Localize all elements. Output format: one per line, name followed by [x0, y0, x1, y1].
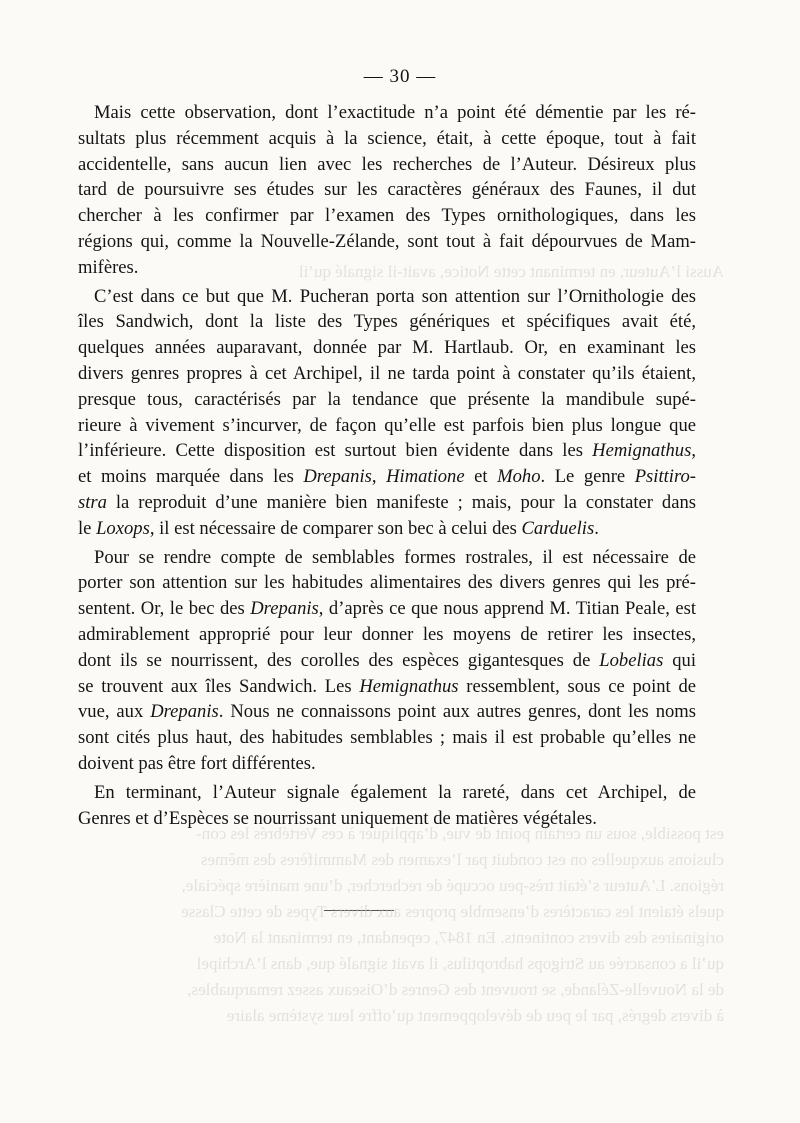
text-segment: ressemblent, sous ce point de — [458, 675, 697, 697]
text-segment: qui — [663, 649, 696, 671]
text-segment: vue, aux — [78, 701, 151, 723]
text-segment: , d’après ce que nous apprend M. Titian Peale, est — [318, 598, 696, 620]
bleed-through-line: est possible, sous un certain point de vue, d’appliquer à ces Vertébrés les con- — [196, 824, 724, 843]
bleed-through-line: régions. L’Auteur s’était très-peu occupé de rechercher, d’une manière spéciale, — [181, 876, 724, 895]
text-segment: l’inférieure. Cette disposition est surtout bien évidente dans les — [78, 440, 593, 462]
bleed-through-line: originaires des divers continents. En 1847, cependant, en terminant la Note — [213, 928, 724, 947]
bleed-through-line: Aussi l’Auteur, en terminant cette Notice, avait-il signalé qu’il — [298, 262, 724, 281]
text-segment: sultats plus récemment acquis à la science, était, à cette époque, tout à fait — [78, 127, 696, 149]
italic-term: Hemignathus — [359, 675, 459, 697]
italic-term: Carduelis — [521, 517, 595, 539]
text-segment: sentent. Or, le bec des — [78, 598, 251, 620]
italic-term: Drepanis — [250, 598, 319, 620]
text-line — [78, 622, 696, 648]
text-line — [78, 725, 696, 751]
text-segment: Pour se rendre compte de semblables formes rostrales, il est nécessaire de — [94, 546, 696, 568]
text-line — [78, 203, 696, 229]
text-line — [78, 438, 696, 464]
bleed-through-line: qu’il a consacrée au Strigops habroptilus, il avait signalé que, dans l’Archipel — [196, 954, 724, 973]
body-text — [78, 100, 696, 834]
text-segment: îles Sandwich, dont la liste des Types génériques et spécifiques avait été, — [78, 311, 696, 333]
bleed-through-line: à divers degrés, par le peu de développement qu’offre leur système alaire — [226, 1006, 724, 1025]
text-line — [78, 699, 696, 725]
bleed-through-line: clusions auxquelles on est conduit par l’examen des Mammifères des mêmes — [200, 850, 724, 869]
text-segment: accidentelle, sans aucun lien avec les recherches de l’Auteur. Désireux plus — [78, 153, 696, 175]
text-line — [78, 413, 696, 439]
text-segment: le — [78, 517, 97, 539]
text-line — [78, 335, 696, 361]
text-line — [78, 177, 696, 203]
text-line — [78, 545, 696, 571]
text-segment: Genres et d’Espèces se nourrissant uniquement de matières végétales. — [78, 807, 597, 829]
text-line — [78, 284, 696, 310]
bleed-through-line: quels étaient les caractères d’ensemble propres aux divers Types de cette Classe — [181, 902, 724, 921]
text-line — [78, 780, 696, 806]
text-segment: . Le genre — [540, 466, 635, 488]
text-segment: chercher à les confirmer par l’examen des Types ornithologiques, dans les — [78, 205, 696, 227]
text-segment: , — [371, 466, 387, 488]
text-segment: . — [594, 517, 599, 539]
text-segment: rieure à vivement s’incurver, de façon qu’elle est parfois bien plus longue que — [78, 414, 696, 436]
paragraph — [78, 284, 696, 542]
italic-term: Lobelias — [599, 649, 664, 671]
italic-term: Drepanis — [303, 466, 372, 488]
text-line — [78, 309, 696, 335]
italic-term: Moho — [497, 466, 541, 488]
italic-term: stra — [78, 491, 107, 513]
text-line — [78, 361, 696, 387]
italic-term: Psittiro- — [634, 466, 696, 488]
text-segment: presque tous, caractérisés par la tendance que présente la mandibule supé- — [78, 388, 696, 410]
text-segment: et moins marquée dans les — [78, 466, 304, 488]
italic-term: Loxops — [96, 517, 150, 539]
text-segment: porter son attention sur les habitudes alimentaires des divers genres qui les pré- — [78, 572, 696, 594]
italic-term: Hemignathus — [592, 440, 692, 462]
text-segment: tard de poursuivre ses études sur les caractères généraux des Faunes, il dut — [78, 179, 696, 201]
text-segment: sont cités plus haut, des habitudes semblables ; mais il est probable qu’elles ne — [78, 727, 696, 749]
text-line — [78, 570, 696, 596]
text-segment: mifères. — [78, 256, 139, 278]
italic-term: Himatione — [386, 466, 465, 488]
italic-term: Drepanis — [150, 701, 219, 723]
text-line — [78, 152, 696, 178]
paragraph — [78, 545, 696, 777]
page-number: — 30 — — [363, 66, 437, 87]
text-segment: quelques années auparavant, donnée par M. Hartlaub. Or, en examinant les — [78, 337, 696, 359]
text-line — [78, 516, 696, 542]
text-segment: doivent pas être fort différentes. — [78, 752, 316, 774]
text-segment: et — [464, 466, 498, 488]
text-segment: dont ils se nourrissent, des corolles des espèces gigantesques de — [78, 649, 600, 671]
paragraph — [78, 100, 696, 281]
text-segment: . Nous ne connaissons point aux autres genres, dont les noms — [218, 701, 696, 723]
text-segment: , il est nécessaire de comparer son bec à celui des — [149, 517, 522, 539]
text-line — [78, 674, 696, 700]
text-line — [78, 648, 696, 674]
text-segment: la reproduit d’une manière bien manifeste ; mais, pour la constater dans — [106, 491, 696, 513]
text-segment: C’est dans ce but que M. Pucheran porta son attention sur l’Ornithologie des — [94, 285, 696, 307]
text-line — [78, 751, 696, 777]
text-segment: , — [691, 440, 696, 462]
text-segment: En terminant, l’Auteur signale également la rareté, dans cet Archipel, de — [94, 781, 696, 803]
text-line — [78, 464, 696, 490]
text-segment: régions qui, comme la Nouvelle-Zélande, sont tout à fait dépourvues de Mam- — [78, 230, 696, 252]
bleed-through-line: de la Nouvelle-Zélande, se trouvent des Genres d’Oiseaux assez remarquables, — [187, 980, 724, 999]
text-line — [78, 100, 696, 126]
text-line — [78, 596, 696, 622]
text-line — [78, 490, 696, 516]
text-line — [78, 126, 696, 152]
text-segment: se trouvent aux îles Sandwich. Les — [78, 675, 360, 697]
text-segment: Mais cette observation, dont l’exactitude n’a point été démentie par les ré- — [94, 102, 696, 123]
text-line — [78, 387, 696, 413]
text-segment: divers genres propres à cet Archipel, il ne tarda point à constater qu’ils étaient, — [78, 362, 696, 384]
text-segment: admirablement approprié pour leur donner les moyens de retirer les insectes, — [78, 623, 696, 645]
text-line — [78, 229, 696, 255]
